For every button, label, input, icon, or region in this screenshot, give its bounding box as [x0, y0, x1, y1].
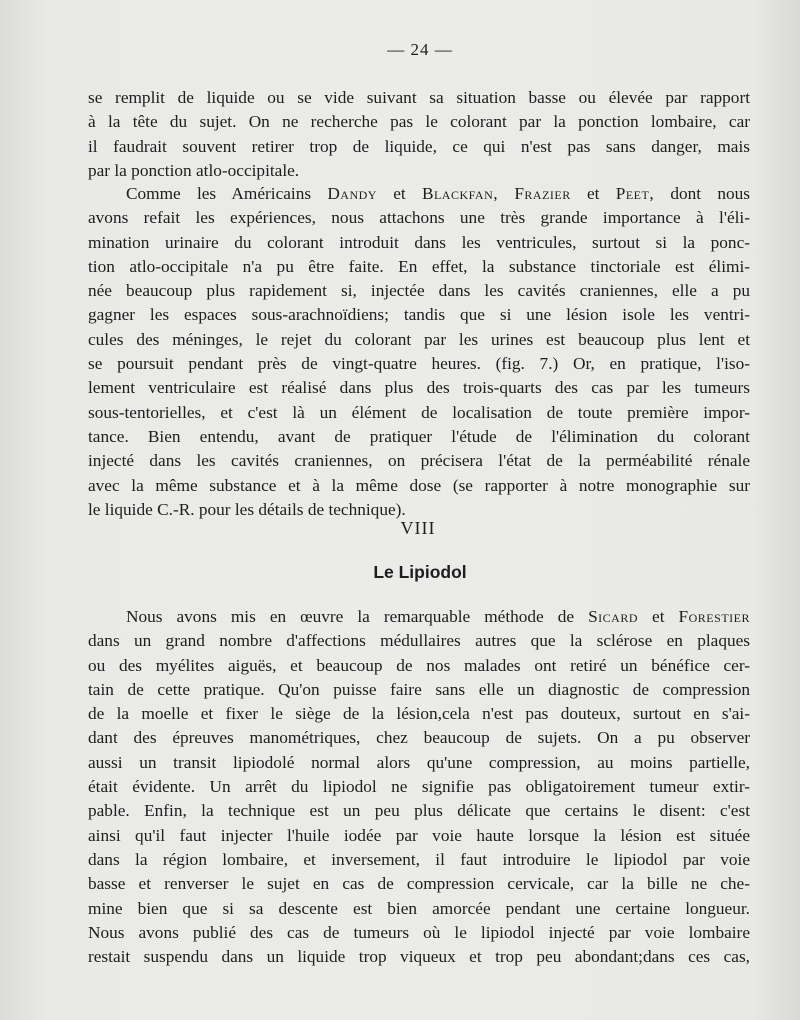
paragraph-3 — [88, 605, 750, 969]
paragraph-2-line: avec la même substance et à la même dose (se rapporter à notre monographie sur — [88, 475, 750, 495]
paragraph-2-line: tion atlo-occipitale n'a pu être faite. En effet, la substance tinctoriale est élimi- — [88, 256, 750, 276]
paragraph-2-line: née beaucoup plus rapidement si, injectée dans les cavités craniennes, elle a pu — [88, 281, 750, 301]
paragraph-1 — [88, 86, 750, 183]
conjunction-et: et — [587, 184, 600, 203]
author-sicard: Sicard — [588, 607, 639, 626]
paragraph-2-line: le liquide C.-R. pour les détails de technique). — [88, 499, 406, 519]
paragraph-2-line: sous-tentorielles, et c'est là un élément de localisation de toute première impor- — [88, 402, 750, 422]
section-title: Le Lipiodol — [373, 562, 467, 582]
paragraph-2-line: se poursuit pendant près de vingt-quatre heures. (fig. 7.) Or, en pratique, l'iso- — [88, 354, 750, 374]
paragraph-3-first-line — [88, 605, 750, 629]
paragraph-3-line: ainsi qu'il faut injecter l'huile iodée par voie haute lorsque la lésion est située — [88, 825, 750, 845]
author-forestier: Forestier — [678, 607, 750, 626]
paragraph-3-text: Nous avons mis en œuvre la remarquable méthode de — [126, 607, 575, 626]
paragraph-3-line: de la moelle et fixer le siège de la lésion,cela n'est pas douteux, surtout en s'ai- — [88, 704, 750, 724]
paragraph-3-line: dans un grand nombre d'affections médullaires autres que la sclérose en plaques — [88, 631, 750, 651]
paragraph-3-line: dant des épreuves manométriques, chez beaucoup de sujets. On a pu observer — [88, 728, 750, 748]
paragraph-3-line: restait suspendu dans un liquide trop viqueux et trop peu abondant;dans ces cas, — [88, 947, 750, 967]
paragraph-3-line: mine bien que si sa descente est bien amorcée pendant une certaine longueur. — [88, 898, 750, 918]
paragraph-2-line: mination urinaire du colorant introduit dans les ventricules, surtout si la ponc- — [88, 232, 750, 252]
paragraph-3-line: tain de cette pratique. Qu'on puisse faire sans elle un diagnostic de compression — [88, 679, 750, 699]
author-peet: Peet, — [615, 184, 655, 203]
paragraph-2-text: dont nous — [670, 184, 750, 203]
paragraph-2-line: cules des méninges, le rejet du colorant par les urines est beaucoup plus lent et — [88, 329, 750, 349]
paragraph-3-line: pable. Enfin, la technique est un peu plus délicate que certains le disent: c'est — [88, 801, 750, 821]
paragraph-1-line: à la tête du sujet. On ne recherche pas le colorant par la ponction lombaire, car — [88, 112, 750, 132]
paragraph-2-line: injecté dans les cavités craniennes, on précisera l'état de la perméabilité rénale — [88, 451, 750, 471]
paragraph-2-line: tance. Bien entendu, avant de pratiquer l'étude de l'élimination du colorant — [88, 426, 750, 446]
paragraph-3-line: ou des myélites aiguës, et beaucoup de nos malades ont retiré un bénéfice cer- — [88, 655, 750, 675]
conjunction-et: et — [652, 607, 665, 626]
conjunction-et: et — [393, 184, 406, 203]
paragraph-2-line: lement ventriculaire est réalisé dans plus des trois-quarts des cas par les tumeurs — [88, 378, 750, 398]
section-number: VIII — [400, 518, 436, 538]
paragraph-1-line: par la ponction atlo-occipitale. — [88, 160, 300, 180]
page-number: — 24 — — [387, 40, 453, 59]
author-frazier: Frazier — [514, 184, 571, 203]
paragraph-3-line: basse et renverser le sujet en cas de compression cervicale, car la bille ne che- — [88, 874, 750, 894]
author-dandy: Dandy — [327, 184, 377, 203]
paragraph-2-line: gagner les espaces sous-arachnoïdiens; tandis que si une lésion isole les ventri- — [88, 305, 750, 325]
paragraph-2 — [88, 182, 750, 522]
author-blackfan: Blackfan, — [421, 184, 499, 203]
paragraph-3-line: était évidente. Un arrêt du lipiodol ne signifie pas obligatoirement tumeur extir- — [88, 777, 750, 797]
paragraph-3-line: aussi un transit lipiodolé normal alors qu'une compression, au moins partielle, — [88, 752, 750, 772]
paragraph-2-text: Comme les Américains — [126, 184, 312, 203]
paragraph-3-line: Nous avons publié des cas de tumeurs où le lipiodol injecté par voie lombaire — [88, 922, 750, 942]
paragraph-3-line: dans la région lombaire, et inversement, il faut introduire le lipiodol par voie — [88, 849, 750, 869]
paragraph-2-first-line — [88, 182, 750, 206]
paragraph-1-line: il faudrait souvent retirer trop de liquide, ce qui n'est pas sans danger, mais — [88, 136, 750, 156]
paragraph-2-line: avons refait les expériences, nous attachons une très grande importance à l'éli- — [88, 208, 750, 228]
paragraph-1-line: se remplit de liquide ou se vide suivant sa situation basse ou élevée par rapport — [88, 88, 750, 107]
